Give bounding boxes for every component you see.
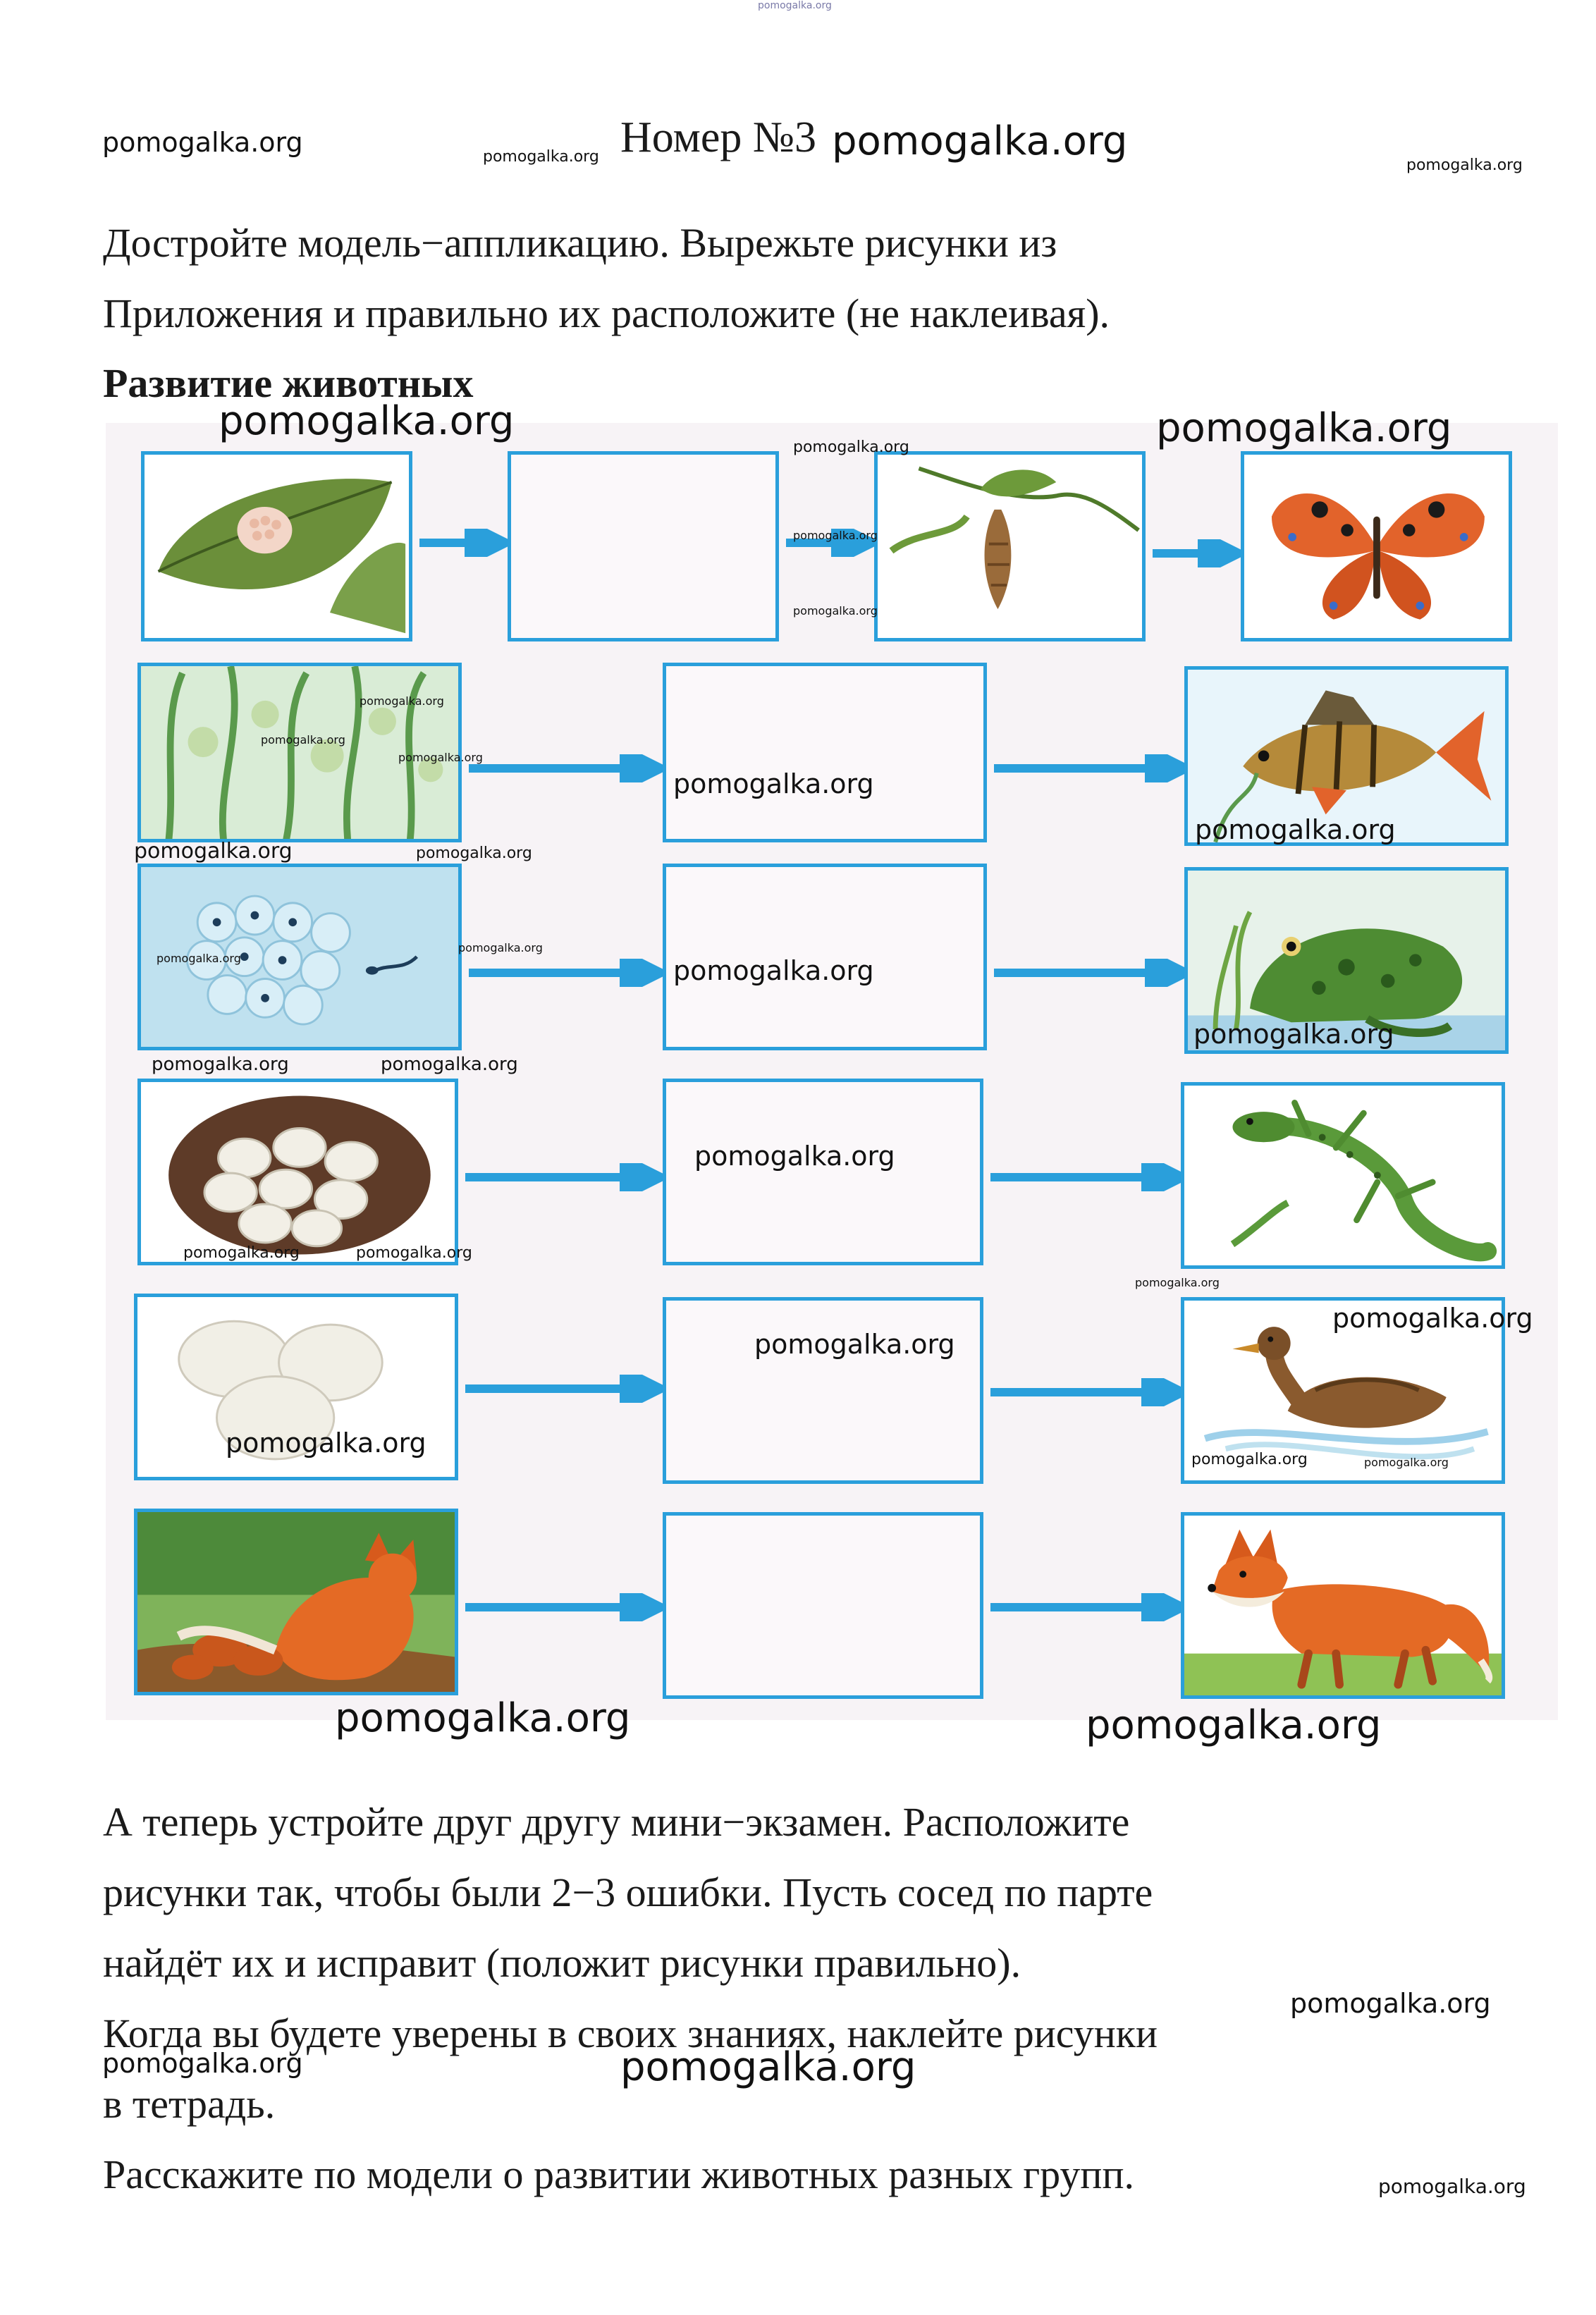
watermark: pomogalka.org xyxy=(360,694,444,708)
watermark: pomogalka.org xyxy=(1290,1988,1491,2019)
watermark: pomogalka.org xyxy=(102,2048,303,2079)
arrow-r1-1 xyxy=(416,529,508,557)
arrow-r2-1 xyxy=(465,754,663,782)
empty-slot-row1[interactable] xyxy=(508,451,779,641)
intro-line-2: Приложения и правильно их расположите (не наклеивая). xyxy=(103,290,1110,336)
watermark: pomogalka.org xyxy=(134,839,293,864)
arrow-r3-1 xyxy=(465,959,663,987)
empty-slot-row4[interactable] xyxy=(663,1079,983,1265)
lizard-icon xyxy=(1184,1086,1502,1268)
outro-line-3: найдёт их и исправит (положит рисунки правильно). xyxy=(103,1940,1021,1986)
fox-card[interactable] xyxy=(1181,1512,1505,1699)
fox-cubs-icon xyxy=(137,1512,455,1695)
arrow-r1-3 xyxy=(1149,539,1241,567)
arrow-r5-2 xyxy=(987,1378,1184,1406)
watermark: pomogalka.org xyxy=(1156,405,1452,451)
watermark: pomogalka.org xyxy=(1135,1276,1220,1289)
watermark: pomogalka.org xyxy=(261,733,345,747)
watermark: pomogalka.org xyxy=(226,1427,426,1459)
watermark: pomogalka.org xyxy=(620,2044,916,2090)
empty-slot-row2[interactable] xyxy=(663,663,987,842)
watermark: pomogalka.org xyxy=(398,751,483,764)
leaf-eggs-icon xyxy=(145,455,409,640)
watermark: pomogalka.org xyxy=(793,604,878,618)
empty-slot-row6[interactable] xyxy=(663,1512,983,1699)
watermark: pomogalka.org xyxy=(1364,1456,1449,1469)
butterfly-icon xyxy=(1244,455,1509,640)
watermark: pomogalka.org xyxy=(1193,1019,1394,1050)
header-watermark-left: pomogalka.org xyxy=(102,127,303,158)
outro-line-4: Когда вы будете уверены в своих знаниях, наклейте рисунки xyxy=(103,2010,1158,2056)
watermark: pomogalka.org xyxy=(1195,814,1396,845)
header-watermark-right: pomogalka.org xyxy=(1406,156,1523,174)
fox-cubs-card[interactable] xyxy=(134,1509,458,1695)
watermark: pomogalka.org xyxy=(793,529,878,542)
empty-slot-row5[interactable] xyxy=(663,1297,983,1484)
leaf-with-eggs-card[interactable] xyxy=(141,451,412,641)
lizard-eggs-card[interactable] xyxy=(137,1079,458,1265)
watermark: pomogalka.org xyxy=(458,941,543,954)
fox-icon xyxy=(1184,1516,1502,1698)
watermark: pomogalka.org xyxy=(673,955,874,986)
watermark: pomogalka.org xyxy=(694,1141,895,1172)
watermark: pomogalka.org xyxy=(1332,1303,1533,1334)
watermark: pomogalka.org xyxy=(381,1054,518,1075)
chrysalis-icon xyxy=(878,455,1142,640)
intro-line-1: Достройте модель−аппликацию. Вырежьте рисунки из xyxy=(103,220,1057,266)
header-watermark-small: pomogalka.org xyxy=(483,148,599,166)
watermark: pomogalka.org xyxy=(1378,2175,1526,2198)
arrow-r5-1 xyxy=(462,1375,663,1403)
watermark: pomogalka.org xyxy=(754,1329,955,1360)
watermark: pomogalka.org xyxy=(416,845,532,862)
top-watermark: pomogalka.org xyxy=(758,0,832,11)
arrow-r4-2 xyxy=(987,1163,1184,1191)
lizard-card[interactable] xyxy=(1181,1082,1505,1269)
outro-line-5: в тетрадь. xyxy=(103,2081,276,2127)
watermark: pomogalka.org xyxy=(152,1054,289,1075)
watermark: pomogalka.org xyxy=(356,1244,472,1262)
watermark: pomogalka.org xyxy=(1086,1702,1382,1748)
watermark: pomogalka.org xyxy=(219,398,515,444)
arrow-r6-2 xyxy=(987,1593,1184,1621)
lizard-eggs-icon xyxy=(141,1082,455,1265)
watermark: pomogalka.org xyxy=(156,952,241,965)
chrysalis-card[interactable] xyxy=(874,451,1146,641)
arrow-r2-2 xyxy=(990,754,1188,782)
arrow-r3-2 xyxy=(990,959,1188,987)
outro-line-2: рисунки так, чтобы были 2−3 ошибки. Пусть сосед по парте xyxy=(103,1869,1153,1915)
watermark: pomogalka.org xyxy=(335,1695,631,1741)
butterfly-card[interactable] xyxy=(1241,451,1512,641)
title-watermark: pomogalka.org xyxy=(832,118,1128,164)
watermark: pomogalka.org xyxy=(673,768,874,799)
watermark: pomogalka.org xyxy=(793,438,909,456)
section-title: Развитие животных xyxy=(103,360,474,406)
animal-development-diagram xyxy=(106,423,1558,1720)
watermark: pomogalka.org xyxy=(183,1244,300,1262)
watermark: pomogalka.org xyxy=(1191,1451,1308,1468)
page-title: Номер №3 xyxy=(620,113,817,161)
outro-line-1: А теперь устройте друг другу мини−экзамен. Расположите xyxy=(103,1799,1130,1845)
outro-line-6: Расскажите по модели о развитии животных разных групп. xyxy=(103,2151,1134,2197)
arrow-r4-1 xyxy=(462,1163,663,1191)
arrow-r6-1 xyxy=(462,1593,663,1621)
